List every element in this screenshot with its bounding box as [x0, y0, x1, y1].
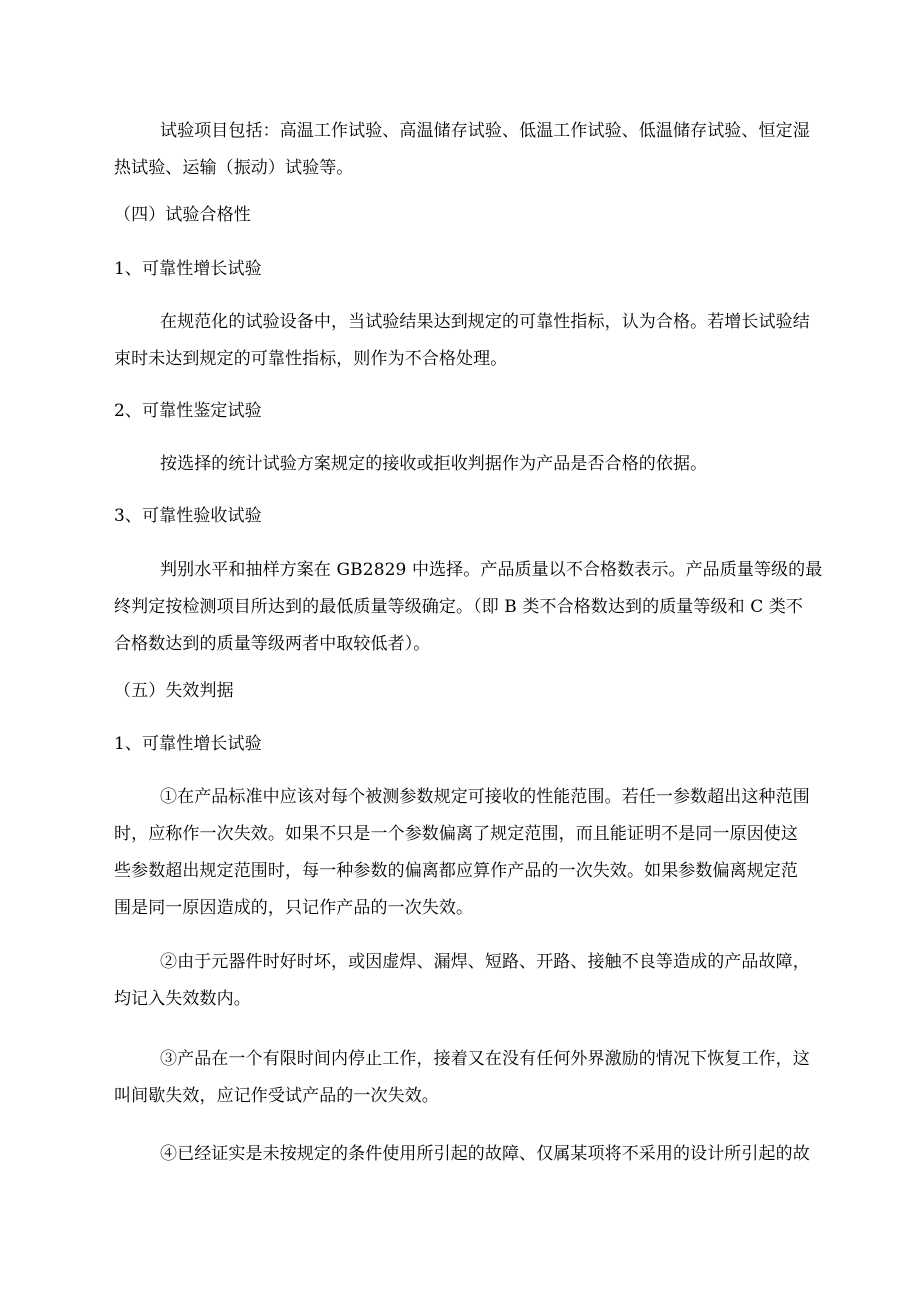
paragraph-item-3-line-1: ③产品在一个有限时间内停止工作，接着又在没有任何外界激励的情况下恢复工作，这: [160, 1049, 810, 1069]
paragraph-item-4-line-1: ④已经证实是未按规定的条件使用所引起的故障、仅属某项将不采用的设计所引起的故: [160, 1144, 810, 1164]
paragraph-acceptance-line-2: 终判定按检测项目所达到的最低质量等级确定。（即 B 类不合格数达到的质量等级和 C 类不: [114, 597, 804, 617]
paragraph-item-1-line-1: ①在产品标准中应该对每个被测参数规定可接收的性能范围。若任一参数超出这种范围: [160, 787, 810, 807]
paragraph-qualification-line-1: 按选择的统计试验方案规定的接收或拒收判据作为产品是否合格的依据。: [160, 454, 708, 474]
subheading-growth-test: 1、可靠性增长试验: [114, 259, 262, 279]
paragraph-acceptance-line-3: 合格数达到的质量等级两者中取较低者）。: [114, 634, 431, 654]
paragraph-item-2-line-1: ②由于元器件时好时坏，或因虚焊、漏焊、短路、开路、接触不良等造成的产品故障，: [160, 952, 810, 972]
paragraph-item-2-line-2: 均记入失效数内。: [114, 989, 251, 1009]
subheading-growth-test-2: 1、可靠性增长试验: [114, 734, 262, 754]
paragraph-item-1-line-3: 些参数超出规定范围时，每一种参数的偏离都应算作产品的一次失效。如果参数偏离规定范: [114, 861, 798, 881]
paragraph-growth-line-1: 在规范化的试验设备中，当试验结果达到规定的可靠性指标，认为合格。若增长试验结: [160, 312, 810, 332]
paragraph-test-items-line-2: 热试验、运输（振动）试验等。: [114, 158, 354, 178]
paragraph-item-1-line-2: 时，应称作一次失效。如果不只是一个参数偏离了规定范围，而且能证明不是同一原因使这: [114, 824, 798, 844]
paragraph-growth-line-2: 束时未达到规定的可靠性指标，则作为不合格处理。: [114, 349, 508, 369]
subheading-qualification-test: 2、可靠性鉴定试验: [114, 401, 262, 421]
paragraph-acceptance-line-1: 判别水平和抽样方案在 GB2829 中选择。产品质量以不合格数表示。产品质量等级的最: [160, 560, 823, 580]
section-heading-5: （五）失效判据: [114, 681, 234, 701]
section-heading-4: （四）试验合格性: [114, 205, 251, 225]
paragraph-item-1-line-4: 围是同一原因造成的，只记作产品的一次失效。: [114, 898, 474, 918]
subheading-acceptance-test: 3、可靠性验收试验: [114, 506, 262, 526]
paragraph-item-3-line-2: 叫间歇失效，应记作受试产品的一次失效。: [114, 1086, 439, 1106]
paragraph-test-items-line-1: 试验项目包括：高温工作试验、高温储存试验、低温工作试验、低温储存试验、恒定湿: [160, 121, 810, 141]
